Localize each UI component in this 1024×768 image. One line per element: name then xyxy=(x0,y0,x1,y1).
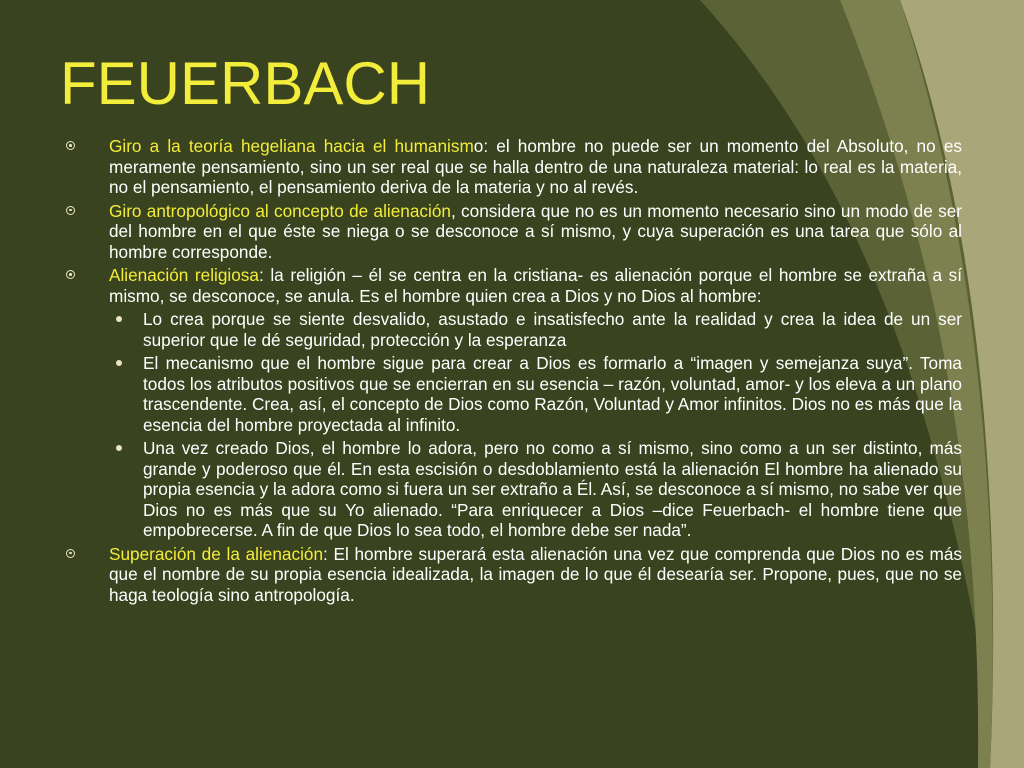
dot-bullet-icon xyxy=(116,316,122,322)
bullet-highlight: Giro antropológico al concepto de alienación xyxy=(109,200,451,221)
sub-bullet-text: Lo crea porque se siente desvalido, asustado e insatisfecho ante la realidad y crea la idea de un ser superior que le dé seguridad, protección y la esperanza xyxy=(143,309,962,350)
bullet-highlight: Alienación religiosa xyxy=(109,265,259,285)
bullet-text: : El hombre superará esta alienación una vez que comprenda que Dios no es más que el nombre de su propia esencia idealizada, la imagen de lo que él desearía ser. Propone, pues, que no se haga teología sino antropología. xyxy=(109,543,962,605)
bullet-item xyxy=(66,544,962,606)
sub-bullet-item xyxy=(66,438,962,541)
circle-bullet-icon xyxy=(66,549,75,558)
bullet-text: o: el hombre no puede ser un momento del Absoluto, no es meramente pensamiento, sino un ser real que se halla dentro de una naturaleza material: lo real es la materia, no el pensamiento, el pensamiento deriva de la materia y no al revés. xyxy=(109,136,962,197)
bullet-highlight: Superación de la alienación xyxy=(109,543,323,564)
slide-body xyxy=(66,136,962,608)
circle-bullet-icon xyxy=(66,206,75,215)
sub-bullet-item xyxy=(66,353,962,435)
bullet-text: : la religión – él se centra en la cristiana- es alienación porque el hombre se extraña a sí mismo, se desconoce, se anula. Es el hombre quien crea a Dios y no Dios al hombre: xyxy=(109,265,963,306)
bullet-highlight: Giro a la teoría hegeliana hacia el humanism xyxy=(109,136,474,156)
bullet-text: , considera que no es un momento necesario sino un modo de ser del hombre en el que éste se niega o se desconoce a sí mismo, y cuya superación es una tarea que sólo al hombre corresponde. xyxy=(109,200,962,262)
sub-bullet-item xyxy=(66,309,962,350)
circle-bullet-icon xyxy=(66,270,75,279)
slide-title: FEUERBACH xyxy=(60,50,431,117)
sub-bullet-text: Una vez creado Dios, el hombre lo adora, pero no como a sí mismo, sino como a un ser distinto, más grande y poderoso que él. En esta escisión o desdoblamiento está la alienación El hombre ha alienado su propia esencia y la adora como si fuera un ser extraño a Él. Así, se desconoce a sí mismo, no sabe ver que Dios no es más que su Yo alienado. “Para enriquecer a Dios –dice Feuerbach- el hombre tiene que empobrecerse. A fin de que Dios lo sea todo, el hombre debe ser nada”. xyxy=(143,438,962,540)
sub-bullet-text: El mecanismo que el hombre sigue para crear a Dios es formarlo a “imagen y semejanza suya”. Toma todos los atributos positivos que se encierran en su esencia – razón, voluntad, amor- y los eleva a un plano trascendente. Crea, así, el concepto de Dios como Razón, Voluntad y Amor infinitos. Dios no es más que la esencia del hombre proyectada al infinito. xyxy=(143,353,962,435)
circle-bullet-icon xyxy=(66,141,75,150)
dot-bullet-icon xyxy=(116,445,122,451)
dot-bullet-icon xyxy=(116,360,122,366)
bullet-item xyxy=(66,136,962,198)
bullet-item xyxy=(66,201,962,263)
bullet-item xyxy=(66,265,962,306)
